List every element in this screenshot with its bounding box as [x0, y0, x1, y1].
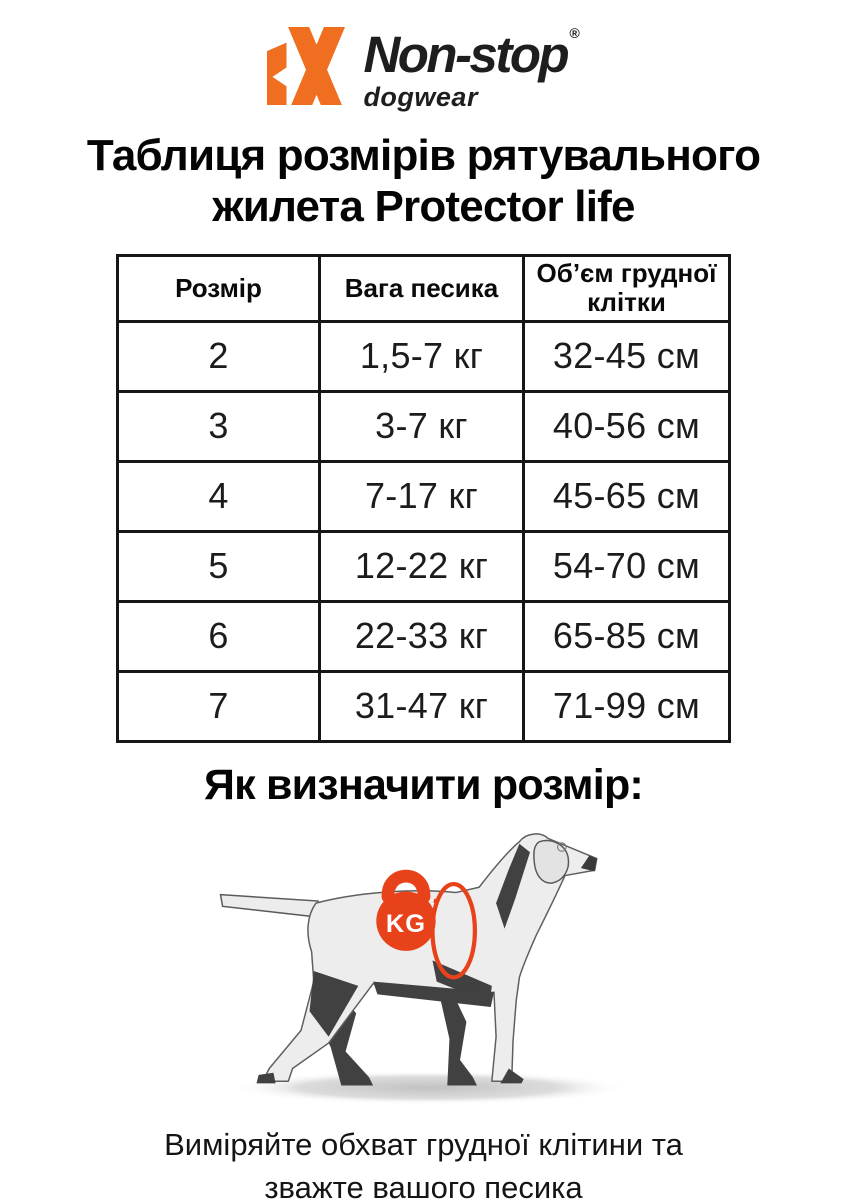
header-size: Розмір — [118, 255, 320, 321]
table-row — [118, 671, 730, 741]
weight-value: 7-17 кг — [320, 461, 524, 531]
howto-heading: Як визначити розмір: — [204, 760, 643, 809]
dog-illustration-icon — [212, 814, 636, 1111]
page-title-line2: жилета Protector life — [212, 181, 635, 231]
page-title — [0, 130, 847, 232]
chest-value: 45-65 см — [524, 461, 730, 531]
table-row — [118, 601, 730, 671]
brand-logotype — [363, 27, 579, 113]
size-value: 2 — [118, 321, 320, 391]
weight-value: 12-22 кг — [320, 531, 524, 601]
weight-value: 1,5-7 кг — [320, 321, 524, 391]
dog-ear — [533, 841, 568, 884]
measuring-instructions-line2: зважте вашого песика — [264, 1169, 583, 1200]
chest-value: 54-70 см — [524, 531, 730, 601]
weight-value: 31-47 кг — [320, 671, 524, 741]
page-title-line1: Таблиця розмірів рятувального — [86, 130, 761, 180]
dog-measurement-illustration — [212, 814, 636, 1116]
chest-value: 65-85 см — [524, 601, 730, 671]
dog-rear-paw-shadow — [256, 1073, 275, 1084]
table-row — [118, 531, 730, 601]
size-value: 4 — [118, 461, 320, 531]
brand-logo — [0, 0, 847, 113]
brand-name — [363, 25, 580, 83]
size-value: 6 — [118, 601, 320, 671]
brand-name-text: Non-stop — [363, 26, 568, 83]
header-chest: Об’єм грудної клітки — [524, 255, 730, 321]
size-value: 7 — [118, 671, 320, 741]
measuring-instructions — [0, 1124, 847, 1200]
size-table-header-row — [118, 255, 730, 321]
header-weight: Вага песика — [320, 255, 524, 321]
chest-value: 40-56 см — [524, 391, 730, 461]
brand-subtitle: dogwear — [363, 81, 478, 112]
size-value: 3 — [118, 391, 320, 461]
size-table — [116, 254, 731, 743]
dog-tail — [220, 895, 318, 917]
measuring-instructions-line1: Виміряйте обхват грудної клітини та — [164, 1126, 683, 1162]
table-row — [118, 321, 730, 391]
chest-value: 32-45 см — [524, 321, 730, 391]
nonstop-dogwear-logo-icon — [267, 25, 345, 107]
table-row — [118, 391, 730, 461]
registered-mark: ® — [569, 25, 580, 41]
weight-value: 3-7 кг — [320, 391, 524, 461]
table-row — [118, 461, 730, 531]
weight-value: 22-33 кг — [320, 601, 524, 671]
chest-value: 71-99 см — [524, 671, 730, 741]
size-value: 5 — [118, 531, 320, 601]
kg-label: KG — [385, 909, 426, 938]
